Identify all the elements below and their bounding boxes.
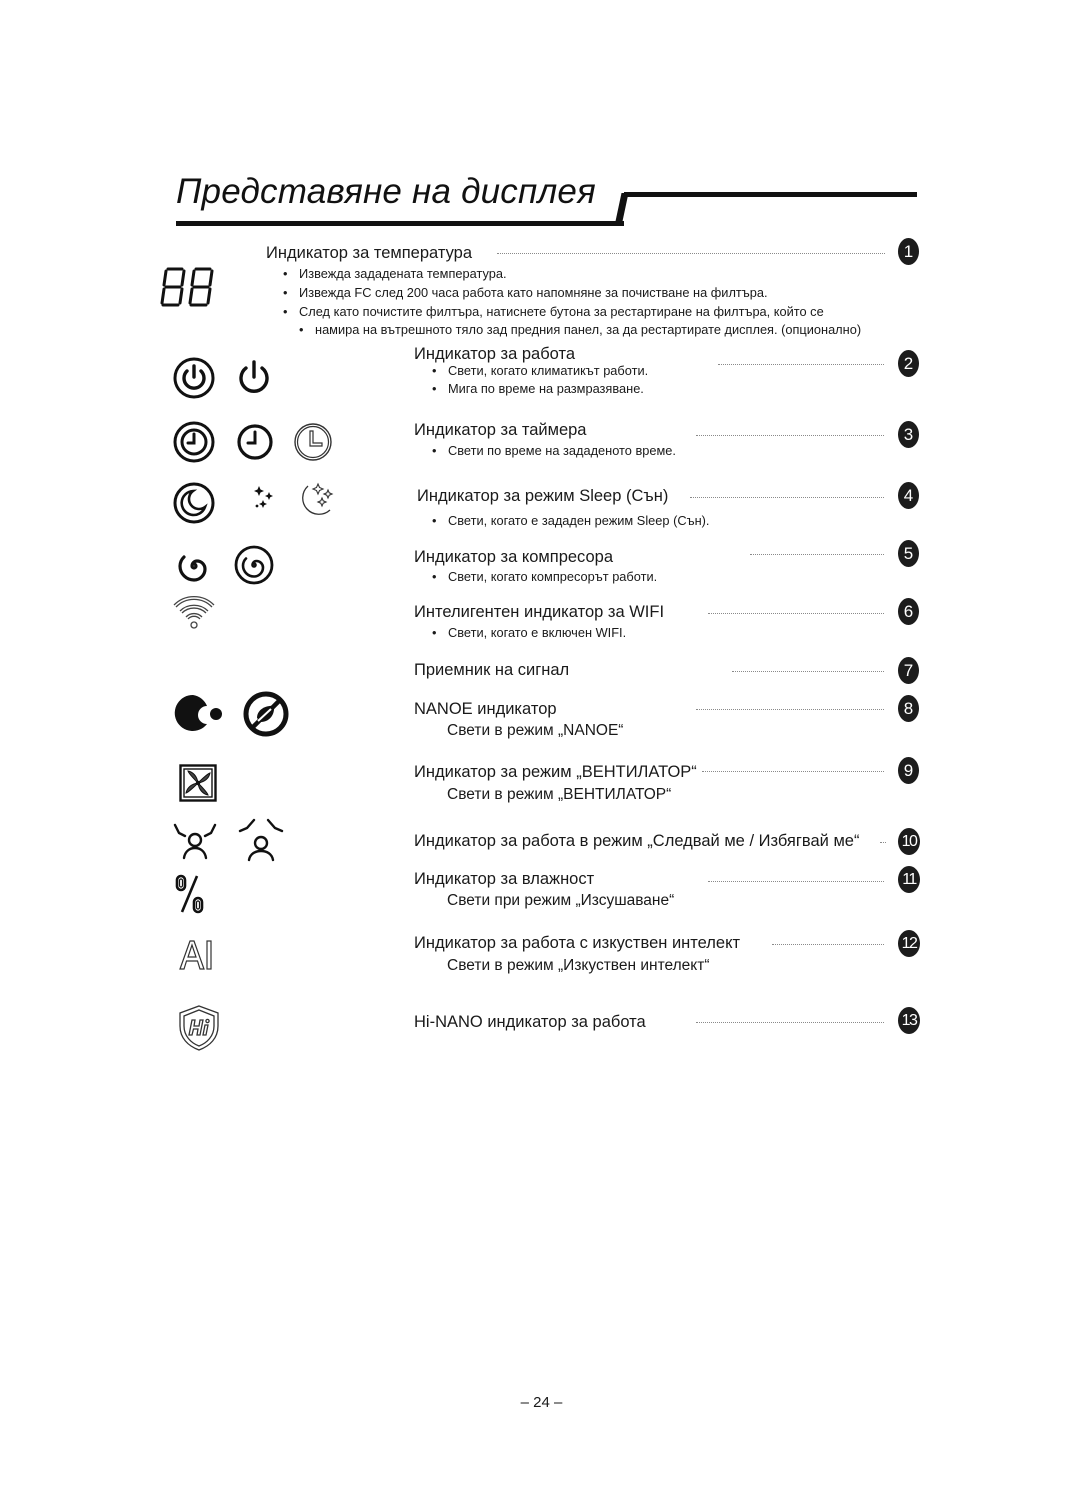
item-10-number-badge: 10 — [898, 828, 920, 855]
item-1-bullet-3: • След като почистите филтъра, натиснете бутона за рестартиране на филтъра, който се — [283, 304, 824, 319]
item-9-subtext: Свети в режим „ВЕНТИЛАТОР“ — [447, 786, 672, 803]
nanoe-icon — [173, 692, 225, 734]
item-7-leader — [732, 671, 884, 672]
compressor-spiral-icon — [176, 548, 212, 584]
timer-outline-icon — [293, 422, 333, 462]
segment-display-icon — [160, 266, 216, 308]
item-5-number-badge: 5 — [898, 540, 919, 567]
humidity-percent-icon — [175, 873, 205, 915]
fan-mode-icon — [179, 764, 217, 802]
item-1-number-badge: 1 — [898, 238, 919, 265]
item-10-heading: Индикатор за работа в режим „Следвай ме / Избягвай ме“ — [414, 832, 860, 850]
item-5-heading: Индикатор за компресора — [414, 548, 614, 566]
item-10-leader — [880, 842, 886, 843]
item-1-leader — [497, 253, 885, 254]
item-9-number-badge: 9 — [898, 757, 919, 784]
power-icon — [236, 359, 272, 397]
wifi-icon — [171, 592, 217, 630]
item-9-heading: Индикатор за режим „ВЕНТИЛАТОР“ — [414, 763, 697, 781]
item-7-number-badge: 7 — [898, 657, 919, 684]
item-5-leader — [750, 554, 884, 555]
item-12-subtext: Свети в режим „Изкуствен интелект“ — [447, 957, 710, 974]
title-rule-slant — [614, 193, 628, 226]
item-6-heading: Интелигентен индикатор за WIFI — [414, 603, 665, 621]
hi-nano-shield-icon — [177, 1004, 221, 1052]
item-12-leader — [772, 944, 884, 945]
timer-circled-icon — [173, 421, 215, 463]
item-5-bullet-1: • Свети, когато компресорът работи. — [432, 569, 657, 584]
item-6-bullet-1: • Свети, когато е включен WIFI. — [432, 625, 626, 640]
item-2-number-badge: 2 — [898, 350, 919, 377]
title-rule-top — [624, 192, 917, 197]
item-6-leader — [708, 613, 884, 614]
item-4-leader — [690, 497, 884, 498]
item-2-bullet-1: • Свети, когато климатикът работи. — [432, 363, 648, 378]
sleep-circled-icon — [173, 482, 215, 524]
item-1-bullet-2: • Извежда FC след 200 часа работа като напомняне за почистване на филтъра. — [283, 285, 768, 300]
page-title: Представяне на дисплея — [176, 172, 596, 211]
page-number: – 24 – — [520, 1394, 563, 1411]
item-6-number-badge: 6 — [898, 598, 919, 625]
power-circled-icon — [173, 357, 215, 399]
item-8-leader — [696, 709, 884, 710]
item-3-leader — [696, 435, 884, 436]
item-3-heading: Индикатор за таймера — [414, 421, 587, 439]
item-1-heading: Индикатор за температура — [266, 244, 473, 262]
item-2-leader — [718, 364, 884, 365]
nanoe-off-icon — [243, 691, 289, 737]
avoid-me-icon — [237, 816, 285, 862]
item-3-bullet-1: • Свети по време на зададеното време. — [432, 443, 676, 458]
item-4-heading: Индикатор за режим Sleep (Сън) — [417, 487, 669, 505]
compressor-circled-icon — [234, 545, 274, 585]
ai-icon — [178, 939, 214, 971]
item-13-heading: Hi-NANO индикатор за работа — [414, 1013, 646, 1031]
item-11-leader — [708, 881, 884, 882]
item-2-heading: Индикатор за работа — [414, 345, 576, 363]
timer-icon — [236, 423, 274, 461]
item-1-bullet-4: • намира на вътрешното тяло зад предния панел, за да рестартирате дисплея. (опционално) — [299, 322, 861, 337]
item-12-heading: Индикатор за работа с изкуствен интелект — [414, 934, 741, 952]
item-8-subtext: Свети в режим „NANOE“ — [447, 722, 624, 739]
item-3-number-badge: 3 — [898, 421, 919, 448]
item-11-subtext: Свети при режим „Изсушаване“ — [447, 892, 675, 909]
sleep-moon-stars-icon — [233, 480, 277, 522]
item-9-leader — [702, 771, 884, 772]
follow-me-icon — [172, 820, 218, 862]
item-8-heading: NANOE индикатор — [414, 700, 557, 718]
item-4-bullet-1: • Свети, когато е зададен режим Sleep (Сън). — [432, 513, 709, 528]
item-7-heading: Приемник на сигнал — [414, 661, 570, 679]
item-13-leader — [696, 1022, 884, 1023]
item-11-number-badge: 11 — [898, 866, 920, 893]
item-1-bullet-1: • Извежда зададената температура. — [283, 266, 507, 281]
item-12-number-badge: 12 — [898, 930, 920, 957]
sleep-outline-icon — [292, 480, 336, 522]
item-8-number-badge: 8 — [898, 695, 919, 722]
item-2-bullet-2: • Мига по време на размразяване. — [432, 381, 644, 396]
item-13-number-badge: 13 — [898, 1007, 920, 1034]
item-4-number-badge: 4 — [898, 482, 919, 509]
item-11-heading: Индикатор за влажност — [414, 870, 595, 888]
title-underline — [176, 221, 624, 226]
